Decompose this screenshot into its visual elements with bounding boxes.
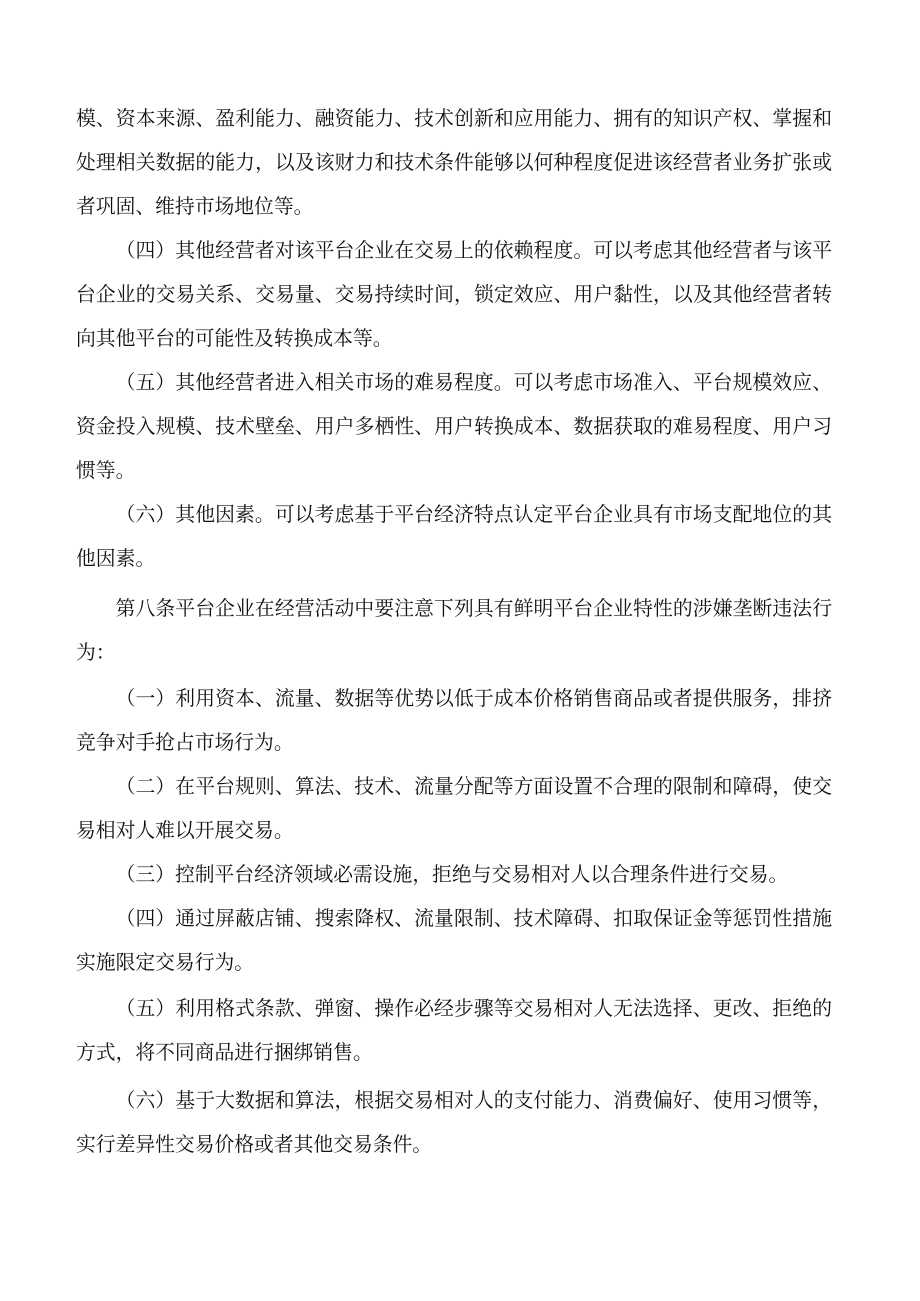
paragraph-continuation: 模、资本来源、盈利能力、融资能力、技术创新和应用能力、拥有的知识产权、掌握和处理相关数据的能力，以及该财力和技术条件能够以何种程度促进该经营者业务扩张或者巩固、维持市场地位等。 xyxy=(76,107,832,218)
paragraph-art8-item-6: （六）基于大数据和算法，根据交易相对人的支付能力、消费偏好、使用习惯等，实行差异性交易价格或者其他交易条件。 xyxy=(76,1089,832,1156)
paragraph-art8-item-2: （二）在平台规则、算法、技术、流量分配等方面设置不合理的限制和障碍，使交易相对人难以开展交易。 xyxy=(76,775,832,842)
paragraph-art8-item-5: （五）利用格式条款、弹窗、操作必经步骤等交易相对人无法选择、更改、拒绝的方式，将不同商品进行捆绑销售。 xyxy=(76,997,832,1064)
paragraph-item-4-dependency: （四）其他经营者对该平台企业在交易上的依赖程度。可以考虑其他经营者与该平台企业的交易关系、交易量、交易持续时间，锁定效应、用户黏性，以及其他经营者转向其他平台的可能性及转换成本等。 xyxy=(76,239,832,350)
paragraph-item-5-entry-difficulty: （五）其他经营者进入相关市场的难易程度。可以考虑市场准入、平台规模效应、资金投入规模、技术壁垒、用户多栖性、用户转换成本、数据获取的难易程度、用户习惯等。 xyxy=(76,371,832,482)
paragraph-art8-item-1: （一）利用资本、流量、数据等优势以低于成本价格销售商品或者提供服务，排挤竞争对手抢占市场行为。 xyxy=(76,687,832,754)
article-8-heading: 第八条平台企业在经营活动中要注意下列具有鲜明平台企业特性的涉嫌垄断违法行为： xyxy=(76,597,832,664)
paragraph-art8-item-3: （三）控制平台经济领域必需设施，拒绝与交易相对人以合理条件进行交易。 xyxy=(115,863,789,886)
paragraph-art8-item-4: （四）通过屏蔽店铺、搜索降权、流量限制、技术障碍、扣取保证金等惩罚性措施实施限定交易行为。 xyxy=(76,907,832,974)
paragraph-item-6-other-factors: （六）其他因素。可以考虑基于平台经济特点认定平台企业具有市场支配地位的其他因素。 xyxy=(76,503,832,570)
